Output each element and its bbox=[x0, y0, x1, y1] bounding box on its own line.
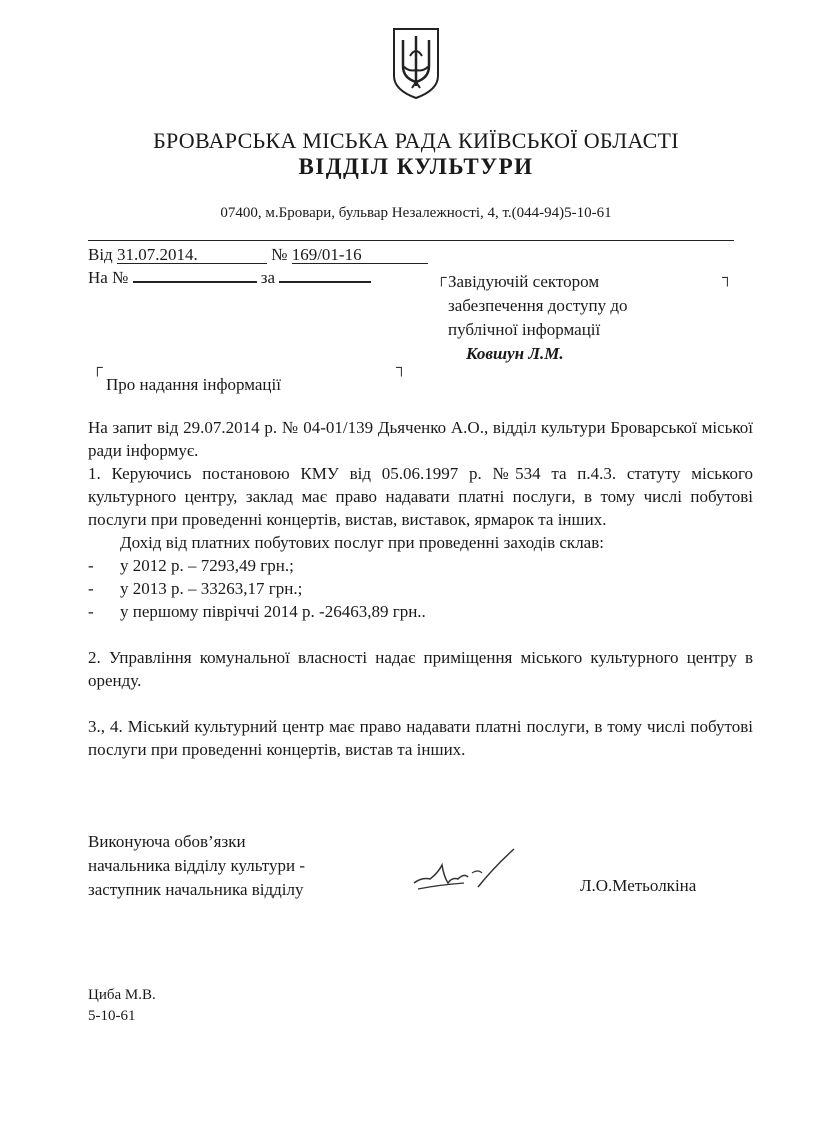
signatory-line: заступник начальника відділу bbox=[88, 880, 304, 899]
addressee-corner-right: ┐ bbox=[722, 270, 733, 286]
addressee-line: публічної інформації bbox=[448, 320, 601, 339]
reply-number-blank bbox=[133, 268, 257, 283]
item-2-paragraph: 2. Управління комунальної власності надає приміщення міського культурного центру в оренду. bbox=[88, 648, 753, 690]
outgoing-number: 169/01-16 bbox=[292, 246, 428, 264]
coat-of-arms-icon bbox=[391, 26, 441, 100]
organization-name: БРОВАРСЬКА МІСЬКА РАДА КИЇВСЬКОЇ ОБЛАСТІ bbox=[153, 128, 679, 153]
item-3-4-paragraph: 3., 4. Міський культурний центр має право надавати платні послуги, в тому числі побутові послуги при проведенні концертів, вистав та інших. bbox=[88, 717, 753, 759]
outgoing-date: 31.07.2014. bbox=[117, 246, 267, 264]
signatory-line: Виконуюча обов’язки bbox=[88, 832, 246, 851]
department-name: ВІДДІЛ КУЛЬТУРИ bbox=[298, 154, 534, 179]
signer-name: Л.О.Метьолкіна bbox=[580, 876, 697, 895]
subject-corner-right: ┐ bbox=[396, 360, 407, 376]
organization-address: 07400, м.Бровари, бульвар Незалежності, 4, т.(044-94)5-10-61 bbox=[220, 205, 612, 221]
reply-number-label: На № bbox=[88, 268, 129, 287]
addressee-line: Завідуючій сектором bbox=[448, 272, 600, 291]
letter-subject: Про надання інформації bbox=[106, 375, 281, 394]
intro-paragraph: На запит від 29.07.2014 р. № 04-01/139 Дьяченко А.О., відділ культури Броварської міської ради інформує. bbox=[88, 418, 753, 460]
incoming-registration bbox=[88, 268, 371, 288]
income-item: - у 2012 р. – 7293,49 грн.; bbox=[88, 556, 294, 575]
signatory-line: начальника відділу культури - bbox=[88, 856, 306, 875]
header-divider bbox=[88, 240, 734, 241]
income-intro: Дохід від платних побутових послуг при проведенні заходів склав: bbox=[120, 533, 604, 552]
addressee-corner-left: ┌ bbox=[436, 270, 447, 286]
income-item: - у першому півріччі 2014 р. -26463,89 грн.. bbox=[88, 602, 426, 621]
executor-name: Циба М.В. bbox=[88, 987, 156, 1003]
reply-date-blank bbox=[279, 268, 371, 283]
subject-corner-left: ┌ bbox=[92, 360, 103, 376]
reply-date-label: за bbox=[260, 268, 276, 287]
letter-body bbox=[88, 416, 753, 761]
item-1-paragraph: 1. Керуючись постановою КМУ від 05.06.1997 р. №534 та п.4.3. статуту міського культурного центру, заклад має право надавати платні послуги, в тому числі побутові послуги при проведенні концертів, вистав, виставок, ярмарок та інших. bbox=[88, 464, 753, 529]
executor-phone: 5-10-61 bbox=[88, 1008, 136, 1024]
executor-info bbox=[88, 985, 156, 1027]
addressee-line: забезпечення доступу до bbox=[448, 296, 628, 315]
addressee-block bbox=[448, 270, 628, 366]
outgoing-registration bbox=[88, 245, 428, 265]
from-label: Від bbox=[88, 245, 113, 264]
handwritten-signature bbox=[408, 843, 524, 897]
addressee-name: Ковшун Л.М. bbox=[466, 344, 564, 363]
signatory-title bbox=[88, 830, 305, 902]
income-item: - у 2013 р. – 33263,17 грн.; bbox=[88, 579, 303, 598]
number-label: № bbox=[271, 245, 288, 264]
